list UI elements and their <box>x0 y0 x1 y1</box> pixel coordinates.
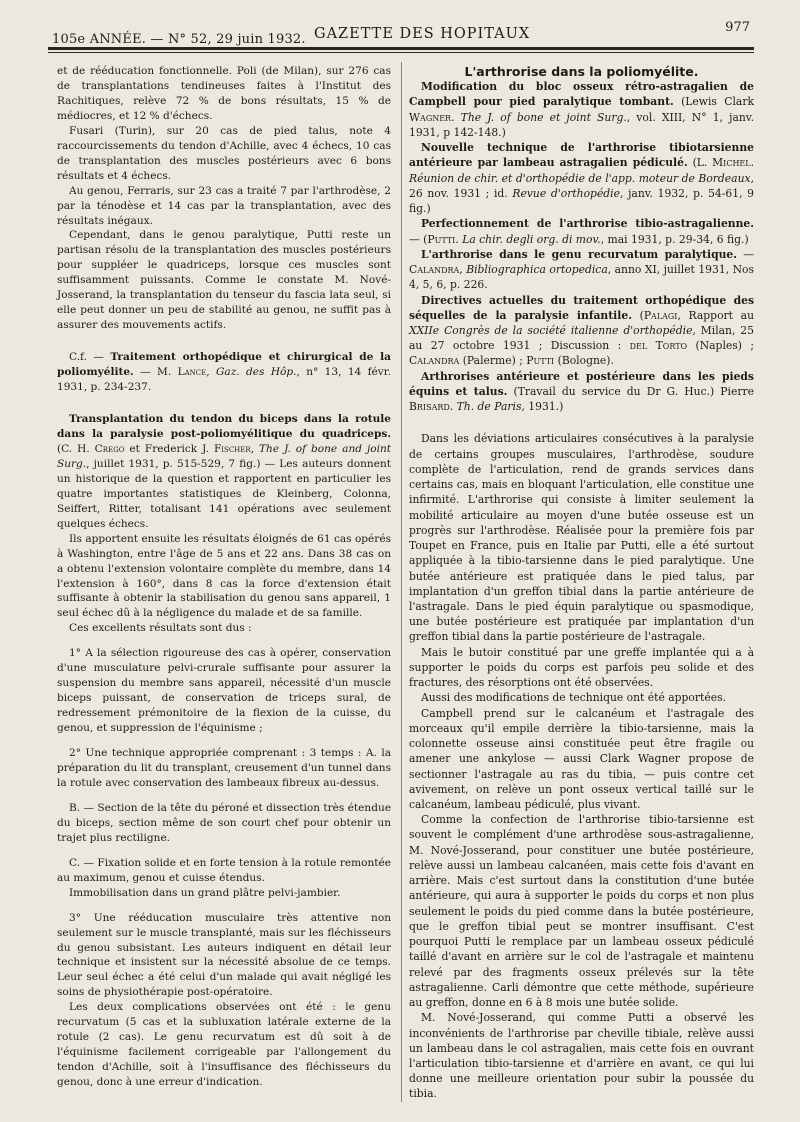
reference-title: Modification du bloc osseux rétro-astragalien de Campbell pour pied paralytique tombant. <box>409 80 754 109</box>
paragraph: B. — Section de la tête du péroné et dissection très étendue du biceps, section même de son court chef pour obtenir un trajet plus rectiligne. <box>57 801 391 844</box>
author-name: Palagi <box>643 308 678 322</box>
paragraph: et de rééducation fonctionnelle. Poli (de Milan), sur 276 cas de transplantations tendineuses faites à l'Institut des Rachitiques, relève 72 % de bons résultats, 15 % de médiocres, et 12 % d'échecs. <box>57 65 391 122</box>
text-fragment: — Les auteurs donnent un historique de la question et rapportent en particulier les quatre importantes statistiques de Kleinberg, Colonna, Seiffert, Ritter, totalisant 141 opérations avec seulement quelques échecs. <box>57 457 391 530</box>
text-fragment: — <box>737 247 755 261</box>
journal-title: GAZETTE DES HOPITAUX <box>314 26 531 42</box>
reference-entry <box>409 79 754 140</box>
text-fragment: (Palerme) ; <box>459 354 527 368</box>
paragraph: Campbell prend sur le calcanéum et l'astragale des morceaux qu'il empile derrière la tibio-tarsienne, mais la colonnette osseuse ainsi constituée peut être fragile ou amener une ankylose — aussi Clark Wagner propose de sectionner l'astragale au ras du tibia, — puis contre cet avivement, on relève un pont osseux vertical taillé sur le calcanéum, lambeau pédiculé, plus vivant. <box>409 706 754 812</box>
journal-name: The J. of bone et joint Surg. <box>460 110 627 124</box>
paragraph: 2° Une technique appropriée comprenant : 3 temps : A. la préparation du lit du transplant, creusement d'un tunnel dans la rotule avec conservation des lambeaux fibreux au-dessus. <box>57 747 391 789</box>
article-summary <box>57 412 391 532</box>
thesis-name: Th. de Paris <box>456 400 522 414</box>
text-fragment: , juillet 1931, p. 515-529, 7 fig.) <box>86 457 261 470</box>
journal-name: , Gaz. des Hôp. <box>206 366 297 379</box>
reference-title: Nouvelle technique de l'arthrorise tibiotarsienne antérieure par lambeau astragalien pédiculé. <box>409 141 754 170</box>
journal-name: Revue d'orthopédie <box>512 186 620 200</box>
text-fragment: (L. <box>687 156 713 170</box>
paragraph: Dans les déviations articulaires consécutives à la paralysie de certains groupes musculaires, l'arthrodèse, soudure complète de l'articulation, rend de grands services dans certains cas, mais en bloquant l'articulation, elle constitue une infirmité. L'arthrorise qui consiste à limiter seulement la mobilité articulaire au moyen d'une butée osseuse est un progrès sur l'arthrodèse. Réalisée pour la première fois par Toupet en France, puis en Italie par Putti, elle a été surtout appliquée à la tibio-tarsienne dans le pied paralytique. Une butée antérieure est pratiquée dans le pied talus, par implantation d'un greffon tibial dans la partie antérieure de l'astragale. Dans le pied équin paralytique ou spasmodique, une butée postérieure est pratiquée par implantation d'un greffon tibial dans la partie postérieure de l'astragale. <box>409 432 754 644</box>
paragraph: Ils apportent ensuite les résultats éloignés de 61 cas opérés à Washington, entre l'âge de 5 ans et 22 ans. Dans 38 cas on a obtenu l'extension volontaire complète du membre, dans 14 l'extension à 160°, dans 8 cas la force d'extension était suffisante à obtenir la stabilisation du genou sans appareil, 1 seul échec dû à la négligence du malade et de sa famille. <box>57 532 391 620</box>
left-column <box>57 64 391 1090</box>
reference-entry <box>409 293 754 369</box>
text-fragment: . <box>455 232 463 246</box>
text-fragment: ( <box>631 308 644 322</box>
issue-info: 105e ANNÉE. — N° 52, 29 juin 1932. <box>52 32 306 47</box>
header-rule-thin <box>48 52 754 53</box>
text-fragment: (Bologne). <box>554 354 614 368</box>
author-name: Putti <box>526 354 555 368</box>
congress-name: XXIIe Congrès de la société italienne d'orthopédie <box>409 323 693 337</box>
reference-entry <box>409 369 754 415</box>
author-name: Wagner <box>409 110 452 124</box>
cf-reference <box>57 350 391 395</box>
author-name: Putti <box>427 232 456 246</box>
text-fragment: , 26 nov. 1931 ; id. <box>409 171 754 200</box>
journal-name: La chir. degli org. di mov. <box>462 232 601 246</box>
text-fragment: . <box>750 156 754 170</box>
author-name: del Torto <box>629 339 688 353</box>
text-fragment: , Milan, 25 au 27 octobre 1931 ; Discussion : <box>409 323 754 353</box>
header-rule-thick <box>48 47 754 50</box>
text-fragment: — ( <box>409 232 428 246</box>
text-fragment: — M. <box>133 366 178 379</box>
text-fragment: , vol. XIII, N° 1, janv. 1931, p 142-148.) <box>409 110 754 139</box>
reference-entry <box>409 247 754 293</box>
text-fragment: , <box>459 263 467 277</box>
author-name: Calandra <box>409 354 460 368</box>
page-header <box>52 20 750 48</box>
cf-prefix: C.f. — <box>69 351 111 364</box>
text-fragment: , mai 1931, p. 29-34, 6 fig.) <box>600 232 749 246</box>
text-fragment: et Frederick J. <box>124 442 214 455</box>
paragraph: 1° A la sélection rigoureuse des cas à opérer, conservation d'une musculature pelvi-crurale suffisante pour assurer la suspension du membre sans appareil, nécessité d'un muscle biceps puissant, de conservation de triceps sural, de redressement prémonitoire de la flexion de la cuisse, du genou, et suppression de l'équinisme ; <box>57 647 391 735</box>
section-title: L'arthrorise dans la poliomyélite. <box>464 64 699 79</box>
text-fragment: . <box>449 400 457 414</box>
journal-name: The J. of bone and joint Surg. <box>57 442 391 470</box>
paragraph: Fusari (Turin), sur 20 cas de pied talus, note 4 raccourcissements du tendon d'Achille, avec 4 échecs, 10 cas de transplantation des muscles postérieurs avec 6 bons résultats et 4 échecs. <box>57 124 391 182</box>
author-name: Brisard <box>409 400 450 414</box>
cf-title: Traitement orthopédique et chirurgical de la poliomyélite. <box>57 351 391 379</box>
text-fragment: (Travail du service du Dr G. Huc.) Pierre <box>507 384 754 398</box>
reference-title: L'arthrorise dans le genu recurvatum paralytique. <box>421 247 738 261</box>
text-fragment: (Naples) ; <box>687 339 754 353</box>
column-divider <box>401 62 402 1102</box>
author-name: Calandra <box>409 263 460 277</box>
paragraph: Ces excellents résultats sont dus : <box>69 622 252 635</box>
text-fragment: . <box>451 110 461 124</box>
reference-entry <box>409 140 754 216</box>
reference-title: Directives actuelles du traitement orthopédique des séquelles de la paralysie infantile. <box>409 293 754 322</box>
paragraph: M. Nové-Josserand, qui comme Putti a observé les inconvénients de l'arthrorise par cheville tibiale, relève aussi un lambeau dans le col astragalien, mais cette fois en ouvrant l'articulation tibio-tarsienne et d'arrière en avant, ce qui lui donne une meilleure orientation pour subir la poussée du tibia. <box>409 1011 754 1101</box>
paragraph: Au genou, Ferraris, sur 23 cas a traité 7 par l'arthrodèse, 2 par la ténodèse et 14 cas par la transplantation, avec des résultats inégaux. <box>57 184 391 227</box>
reference-entry <box>409 216 754 246</box>
journal-name: Réunion de chir. et d'orthopédie de l'app. moteur de Bordeaux <box>409 171 751 185</box>
paragraph: Cependant, dans le genou paralytique, Putti reste un partisan résolu de la transplantation des muscles postérieurs pour suppléer le quadriceps, lorsque ces muscles sont suffisamment puissants. Comme le constate M. Nové-Josserand, la transplantation du tenseur du fascia lata seul, si elle peut donner un peu de stabilité au genou, ne suffit pas à assurer des mouvements actifs. <box>57 229 391 332</box>
text-fragment: , n° 13, 14 févr. 1931, p. 234-237. <box>57 366 391 394</box>
paragraph: Aussi des modifications de technique ont été apportées. <box>421 691 727 705</box>
reference-title: Arthrorises antérieure et postérieure dans les pieds équins et talus. <box>409 369 754 398</box>
paragraph: Comme la confection de l'arthrorise tibio-tarsienne est souvent le complément d'une arthrodèse sous-astragalienne, M. Nové-Josserand, pour constituer une butée postérieure, relève aussi un lambeau calcanéen, mais cette fois d'avant en arrière. Mais c'est surtout dans la constitution d'une butée antérieure, qui aura à supporter le poids du corps et non plus seulement le poids du pied comme dans la butée postérieure, que le greffon tibial peut se montrer insuffisant. C'est pourquoi Putti le remplace par un lambeau osseux pédiculé taillé d'avant en arrière sur le col de l'astragale et maintenu relevé par des fragments osseux prélevés sur la tête astragalienne. Carli démontre que cette méthode, supérieure au greffon, donne en 6 à 8 mois une butée solide. <box>409 813 754 1010</box>
text-fragment: , 1931.) <box>521 400 564 414</box>
text-fragment: , anno XI, juillet 1931, Nos 4, 5, 6, p. 226. <box>409 263 754 292</box>
paragraph: Mais le butoir constitué par une greffe implantée qui a à supporter le poids du corps est parfois peu solide et des fractures, des résorptions ont été observées. <box>409 645 754 690</box>
paragraph: 3° Une rééducation musculaire très attentive non seulement sur le muscle transplanté, mais sur les fléchisseurs du genou subsistant. Les auteurs indiquent en détail leur technique et insistent sur la nécessité absolue de ce temps. Leur seul échec a été celui d'un malade qui avait négligé les soins de physiothérapie post-opératoire. <box>57 911 391 999</box>
text-fragment: (Lewis Clark <box>673 95 754 109</box>
journal-name: Bibliographica ortopedica <box>466 263 608 277</box>
reference-title: Perfectionnement de l'arthrorise tibio-astragalienne. <box>421 217 754 231</box>
paragraph: Immobilisation dans un grand plâtre pelvi-jambier. <box>69 886 341 899</box>
text-fragment: (C. H. <box>57 442 95 455</box>
text-fragment: , <box>250 442 260 455</box>
author-name: Lance <box>177 366 207 379</box>
text-fragment: , janv. 1932, p. 54-61, 9 fig.) <box>409 186 755 216</box>
author-name: Crego <box>94 442 125 455</box>
paragraph: Les deux complications observées ont été : le genu recurvatum (5 cas et la subluxation latérale externe de la rotule (2 cas). Le genu recurvatum est dû soit à de l'équinisme facilement corrigeable par l'allongement du tendon d'Achille, soit à l'insuffisance des fléchisseurs du genou, donc à une erreur d'indication. <box>57 1001 391 1089</box>
right-column <box>409 64 754 1102</box>
text-fragment: , Rapport au <box>677 308 754 322</box>
page-number: 977 <box>725 20 750 35</box>
article-title: Transplantation du tendon du biceps dans la rotule dans la paralysie post-poliomyélitique du quadriceps. <box>57 413 391 440</box>
author-name: Fischer <box>213 442 251 455</box>
paragraph: C. — Fixation solide et en forte tension à la rotule remontée au maximum, genou et cuisse étendus. <box>57 856 391 884</box>
author-name: Michel <box>712 156 751 170</box>
